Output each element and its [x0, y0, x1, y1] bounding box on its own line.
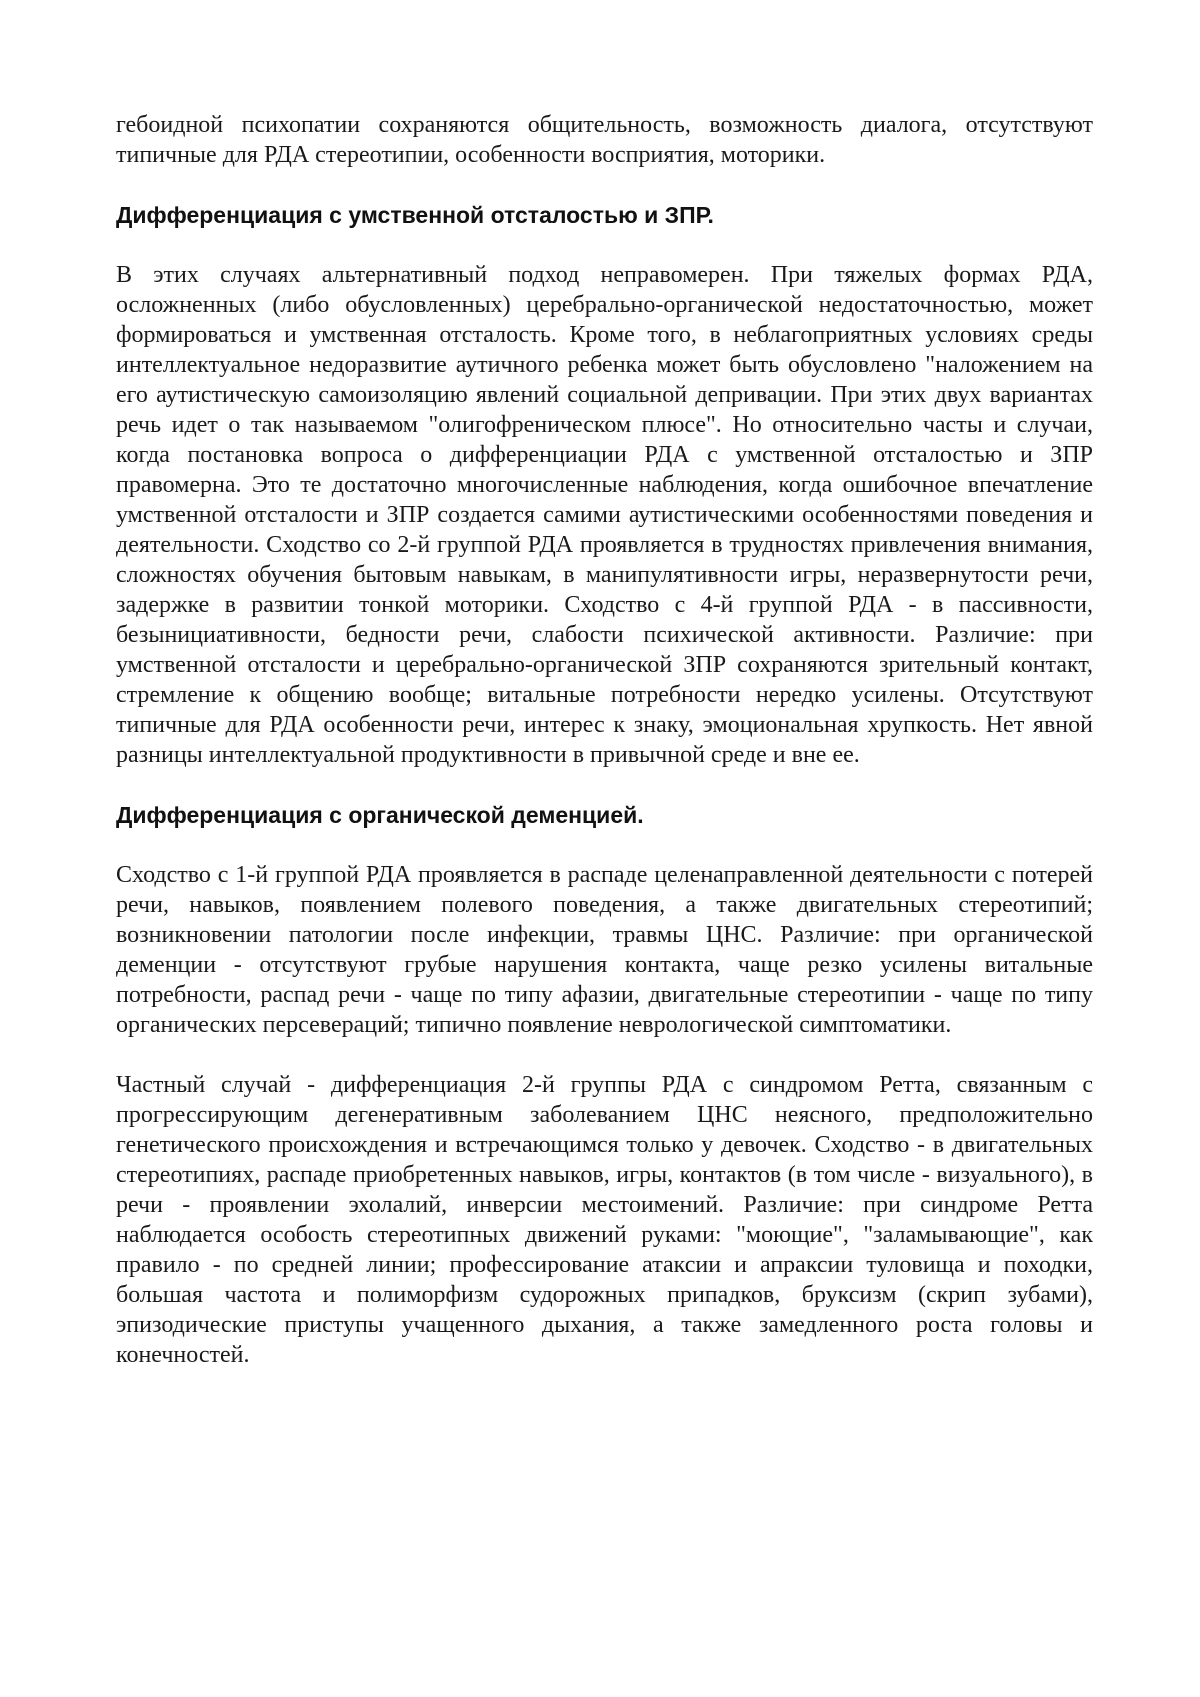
heading-organic-dementia: Дифференциация с органической деменцией.: [116, 802, 644, 828]
document-page: [116, 110, 1093, 1400]
heading-mental-retardation: Дифференциация с умственной отсталостью и ЗПР.: [116, 202, 714, 228]
paragraph-organic-dementia: Сходство с 1-й группой РДА проявляется в распаде целенаправленной деятельности с потерей речи, навыков, появлением полевого поведения, а также двигательных стереотипий; возникновении патологии после инфекции, травмы ЦНС. Различие: при органической деменции - отсутствуют грубые нарушения контакта, чаще резко усилены витальные потребности, распад речи - чаще по типу афазии, двигательные стереотипии - чаще по типу органических персевераций; типично появление неврологической симптоматики.: [116, 862, 1093, 1038]
paragraph-hebephrenic-continuation: гебоидной психопатии сохраняются общительность, возможность диалога, отсутствуют типичные для РДА стереотипии, особенности восприятия, моторики.: [116, 112, 1093, 168]
paragraph-rett-syndrome: Частный случай - дифференциация 2-й группы РДА с синдромом Ретта, связанным с прогрессирующим дегенеративным заболеванием ЦНС неясного, предположительно генетического происхождения и встречающимся только у девочек. Сходство - в двигательных стереотипиях, распаде приобретенных навыков, игры, контактов (в том числе - визуального), в речи - проявлении эхолалий, инверсии местоимений. Различие: при синдроме Ретта наблюдается особость стереотипных движений руками: "моющие", "заламывающие", как правило - по средней линии; профессирование атаксии и апраксии туловища и походки, большая частота и полиморфизм судорожных припадков, бруксизм (скрип зубами), эпизодические приступы учащенного дыхания, а также замедленного роста головы и конечностей.: [116, 1072, 1093, 1368]
paragraph-mental-retardation: В этих случаях альтернативный подход неправомерен. При тяжелых формах РДА, осложненных (либо обусловленных) церебрально-органической недостаточностью, может формироваться и умственная отсталость. Кроме того, в неблагоприятных условиях среды интеллектуальное недоразвитие аутичного ребенка может быть обусловлено "наложением на его аутистическую самоизоляцию явлений социальной депривации. При этих двух вариантах речь идет о так называемом "олигофреническом плюсе". Но относительно часты и случаи, когда постановка вопроса о дифференциации РДА с умственной отсталостью и ЗПР правомерна. Это те достаточно многочисленные наблюдения, когда ошибочное впечатление умственной отсталости и ЗПР создается самими аутистическими особенностями поведения и деятельности. Сходство со 2-й группой РДА проявляется в трудностях привлечения внимания, сложностях обучения бытовым навыкам, в манипулятивности игры, неразвернутости речи, задержке в развитии тонкой моторики. Сходство с 4-й группой РДА - в пассивности, безынициативности, бедности речи, слабости психической активности. Различие: при умственной отсталости и церебрально-органической ЗПР сохраняются зрительный контакт, стремление к общению вообще; витальные потребности нередко усилены. Отсутствуют типичные для РДА особенности речи, интерес к знаку, эмоциональная хрупкость. Нет явной разницы интеллектуальной продуктивности в привычной среде и вне ее.: [116, 262, 1093, 768]
